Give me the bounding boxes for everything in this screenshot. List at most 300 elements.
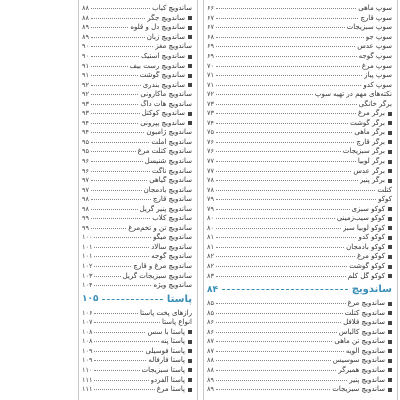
toc-entry[interactable]: [207, 176, 392, 186]
left-column: [82, 4, 192, 394]
toc-entry-label: ساندویچ کباب: [152, 4, 192, 13]
toc-entry[interactable]: [82, 214, 192, 224]
toc-entry[interactable]: [82, 271, 192, 281]
dot-leader: [94, 276, 120, 277]
toc-entry[interactable]: [207, 90, 392, 100]
toc-entry[interactable]: [207, 99, 392, 109]
toc-entry-page-number: ۱۰۱: [82, 242, 93, 251]
dot-leader: [216, 8, 356, 9]
square-bullet-icon: [388, 217, 392, 221]
section-page-number: ۱۰۵: [82, 294, 99, 305]
dot-leader: [91, 209, 138, 210]
toc-entry-label: سوپ پیاز: [364, 71, 392, 80]
toc-entry-label: کوکو گل کلم: [347, 271, 385, 280]
dot-leader: [91, 161, 143, 162]
square-bullet-icon: [388, 302, 392, 306]
square-bullet-icon: [388, 311, 392, 315]
toc-entry-page-number: ۶۷: [207, 13, 214, 22]
square-bullet-icon: [388, 359, 392, 363]
toc-entry[interactable]: [207, 23, 392, 33]
toc-entry[interactable]: [207, 166, 392, 176]
dot-leader: [216, 341, 332, 342]
dot-leader: [91, 37, 145, 38]
toc-entry-label: ساندویچ پپرونی: [140, 118, 185, 127]
dot-leader: [216, 46, 355, 47]
toc-entry[interactable]: [207, 195, 392, 205]
toc-entry-page-number: ۸۷: [207, 337, 214, 346]
toc-entry[interactable]: [207, 138, 392, 148]
square-bullet-icon: [188, 83, 192, 87]
toc-entry-page-number: ۷۷: [207, 166, 214, 175]
toc-entry[interactable]: [82, 176, 192, 186]
toc-entry[interactable]: [82, 80, 192, 90]
toc-entry-page-number: ۸۸: [82, 4, 89, 13]
toc-entry-page-number: ۹۹: [82, 214, 89, 223]
toc-entry-label: برگر ماهی: [354, 128, 385, 137]
toc-entry[interactable]: [82, 243, 192, 253]
section-title: پاستا: [166, 293, 192, 305]
toc-entry-label: ساندویچ گوجه: [151, 252, 192, 261]
toc-entry[interactable]: [82, 356, 192, 366]
section-rule: [222, 289, 348, 290]
toc-entry-page-number: ۱۰۹: [82, 346, 93, 355]
square-bullet-icon: [388, 140, 392, 144]
toc-entry[interactable]: [82, 347, 192, 357]
dot-leader: [216, 247, 344, 248]
toc-entry[interactable]: [207, 147, 392, 157]
toc-entry[interactable]: [82, 166, 192, 176]
toc-entry[interactable]: [82, 71, 192, 81]
square-bullet-icon: [388, 349, 392, 353]
square-bullet-icon: [188, 349, 192, 353]
dot-leader: [216, 27, 345, 28]
dot-leader: [91, 190, 142, 191]
toc-entry[interactable]: [207, 204, 392, 214]
toc-entry[interactable]: [82, 337, 192, 347]
toc-entry-label: برگر قارچ: [356, 137, 385, 146]
toc-entry[interactable]: [82, 90, 192, 100]
toc-entry-page-number: ۸۷: [207, 346, 214, 355]
toc-entry-page-number: ۷۱: [207, 80, 214, 89]
dot-leader: [91, 75, 138, 76]
toc-entry[interactable]: [207, 318, 392, 328]
square-bullet-icon: [388, 207, 392, 211]
toc-entry-label: ساندویچ کالباس: [338, 327, 385, 336]
toc-entry[interactable]: [82, 157, 192, 167]
toc-entry[interactable]: [207, 385, 392, 395]
dot-leader: [216, 360, 331, 361]
toc-entry-page-number: ۶۷: [207, 23, 214, 32]
left-entry-list-2: [82, 308, 192, 394]
toc-entry-label: ساندویچ تن ماهی: [334, 337, 385, 346]
toc-entry[interactable]: [82, 147, 192, 157]
toc-entry[interactable]: [207, 337, 392, 347]
toc-entry-page-number: ۹۰: [82, 52, 89, 60]
toc-entry-label: ساندویچ سالاد: [151, 242, 192, 251]
toc-entry-page-number: ۸۰: [207, 214, 214, 223]
dot-leader: [91, 85, 141, 86]
toc-entry-page-number: ۹۹: [82, 223, 89, 232]
toc-entry-label: پاستا سبزیجات: [141, 365, 185, 374]
right-column: [207, 4, 392, 394]
toc-entry[interactable]: [82, 385, 192, 395]
toc-entry-page-number: ۹۵: [82, 137, 89, 146]
toc-entry[interactable]: [82, 4, 192, 14]
toc-entry-page-number: ۹۴: [82, 128, 89, 137]
square-bullet-icon: [388, 388, 392, 392]
toc-entry[interactable]: [207, 157, 392, 167]
toc-entry-label: سوپ مرغ: [361, 61, 392, 70]
toc-entry-page-number: ۷۳: [207, 109, 214, 118]
toc-entry-page-number: ۸۵: [207, 299, 214, 308]
toc-entry[interactable]: [207, 128, 392, 138]
toc-entry[interactable]: [82, 328, 192, 338]
dot-leader: [216, 37, 364, 38]
toc-entry-label: ساندویچ مرغ و قارچ: [133, 262, 192, 271]
toc-entry-page-number: ۹۴: [82, 118, 89, 127]
toc-entry[interactable]: [82, 52, 192, 62]
section-rule: [102, 299, 162, 300]
toc-entry[interactable]: [82, 61, 192, 71]
toc-entry-label: ساندویچ کتلت مرغ: [137, 147, 192, 156]
dot-leader: [216, 322, 341, 323]
dot-leader: [91, 56, 139, 57]
dot-leader: [91, 104, 138, 105]
toc-entry-label: ساندویچ پنیر: [349, 375, 385, 384]
toc-entry-label: کوکو گوشت: [349, 262, 385, 271]
square-bullet-icon: [188, 388, 192, 392]
dot-leader: [94, 322, 159, 323]
dot-leader: [94, 237, 150, 238]
toc-entry-label: سوپ قارچ: [360, 13, 392, 22]
toc-entry-page-number: ۷۰: [207, 61, 214, 70]
dot-leader: [216, 276, 346, 277]
toc-entry-page-number: ۸۶: [207, 327, 214, 336]
dot-leader: [91, 180, 147, 181]
dot-leader: [216, 303, 346, 304]
toc-entry[interactable]: [82, 185, 192, 195]
dot-leader: [91, 66, 128, 67]
toc-entry[interactable]: [82, 318, 192, 328]
square-bullet-icon: [188, 26, 192, 30]
toc-entry-page-number: ۹۳: [82, 109, 89, 118]
toc-entry-label: پاستا آلفردو: [150, 375, 185, 384]
toc-entry[interactable]: [82, 308, 192, 318]
toc-entry-page-number: ۸۹: [207, 385, 214, 394]
toc-entry[interactable]: [207, 71, 392, 81]
toc-entry-label: ساندویچ کتلت: [344, 308, 385, 317]
dot-leader: [91, 218, 150, 219]
toc-entry-label: ساندویچ سبزیجات: [332, 385, 385, 394]
toc-entry-page-number: ۱۰۱: [82, 252, 93, 261]
toc-entry-page-number: ۸۲: [207, 262, 214, 271]
toc-entry[interactable]: [82, 128, 192, 138]
square-bullet-icon: [388, 378, 392, 382]
toc-entry-page-number: ۹۶: [82, 157, 89, 166]
toc-entry-page-number: ۱۰۳: [82, 271, 93, 280]
toc-entry[interactable]: [82, 138, 192, 148]
dot-leader: [94, 247, 149, 248]
toc-entry-label: ساندویچ پنیر گریل: [139, 204, 192, 213]
toc-entry-page-number: ۸۲: [207, 252, 214, 261]
toc-entry-label: کوکو: [378, 195, 392, 204]
dot-leader: [91, 132, 144, 133]
toc-entry-label: ساندویچ مغز: [155, 42, 192, 51]
toc-entry[interactable]: [82, 375, 192, 385]
toc-entry[interactable]: [82, 366, 192, 376]
toc-entry-label: کوکو سبزی: [351, 204, 385, 213]
dot-leader: [216, 18, 358, 19]
square-bullet-icon: [188, 378, 192, 382]
toc-entry-label: ساندویچ مرغ: [347, 299, 385, 308]
toc-entry-page-number: ۱۰۷: [82, 318, 93, 327]
toc-entry-label: رازهای پخت پاستا: [140, 308, 192, 317]
toc-entry-page-number: ۹۳: [82, 99, 89, 108]
toc-entry-page-number: ۱۱۱: [82, 375, 93, 384]
toc-entry-page-number: ۱۰۸: [82, 327, 93, 336]
toc-entry-label: برگر سبزیجات: [342, 147, 385, 156]
dot-leader: [91, 142, 149, 143]
toc-entry[interactable]: [207, 356, 392, 366]
square-bullet-icon: [188, 368, 192, 372]
dot-leader: [216, 237, 357, 238]
toc-entry-label: ساندویچ قارچ: [152, 195, 192, 204]
toc-entry-page-number: ۸۵: [207, 308, 214, 317]
dot-leader: [94, 360, 146, 361]
dot-leader: [94, 341, 158, 342]
dot-leader: [91, 123, 138, 124]
toc-entry-page-number: ۱۰۹: [82, 356, 93, 365]
toc-entry[interactable]: [207, 328, 392, 338]
toc-entry-page-number: ۶۸: [207, 32, 214, 41]
toc-entry-label: ساندویچ همبرگر: [338, 365, 385, 374]
square-bullet-icon: [388, 236, 392, 240]
toc-entry-page-number: ۱۱۰: [82, 365, 93, 374]
dot-leader: [91, 18, 145, 19]
dot-leader: [216, 228, 341, 229]
toc-entry-page-number: ۱۰۴: [82, 281, 93, 290]
section-page-number: ۸۴: [207, 284, 218, 295]
toc-entry-label: کوکو مرغ: [357, 252, 385, 261]
toc-entry[interactable]: [207, 347, 392, 357]
square-bullet-icon: [388, 321, 392, 325]
toc-entry[interactable]: [207, 375, 392, 385]
toc-entry-label: ساندویچ گوشت: [139, 71, 185, 80]
toc-entry-label: پاستا مرغ: [156, 385, 185, 394]
square-bullet-icon: [188, 35, 192, 39]
toc-entry[interactable]: [207, 42, 392, 52]
square-bullet-icon: [188, 16, 192, 20]
dot-leader: [91, 171, 150, 172]
toc-entry-page-number: ۸۹: [82, 32, 89, 41]
toc-entry-label: ساندویچ کوکتل: [141, 109, 185, 118]
dot-leader: [216, 151, 341, 152]
toc-entry[interactable]: [207, 271, 392, 281]
dot-leader: [91, 151, 136, 152]
toc-entry-label: انواع پاستا: [161, 318, 192, 327]
toc-entry-page-number: ۸۸: [207, 365, 214, 374]
toc-entry[interactable]: [82, 204, 192, 214]
toc-entry[interactable]: [82, 195, 192, 205]
dot-leader: [216, 389, 330, 390]
toc-entry[interactable]: [82, 14, 192, 24]
toc-entry-page-number: ۷۶: [207, 147, 214, 156]
square-bullet-icon: [388, 150, 392, 154]
toc-entry-label: ساندویچ میگو: [152, 233, 192, 242]
toc-entry-label: ساندویچ دل و قلوه: [130, 23, 185, 32]
toc-entry-label: کوکو لوبیا سبز: [342, 223, 385, 232]
toc-entry[interactable]: [82, 233, 192, 243]
dot-leader: [216, 218, 335, 219]
toc-entry[interactable]: [207, 80, 392, 90]
dot-leader: [216, 85, 361, 86]
dot-leader: [94, 332, 145, 333]
toc-entry-label: پاستا با سس: [147, 327, 185, 336]
toc-entry[interactable]: [207, 109, 392, 119]
toc-entry[interactable]: [207, 243, 392, 253]
toc-entry[interactable]: [82, 281, 192, 291]
toc-entry-page-number: ۷۵: [207, 128, 214, 137]
toc-entry[interactable]: [207, 233, 392, 243]
toc-entry[interactable]: [207, 224, 392, 234]
dot-leader: [94, 313, 138, 314]
toc-entry[interactable]: [207, 14, 392, 24]
toc-entry[interactable]: [82, 262, 192, 272]
square-bullet-icon: [388, 368, 392, 372]
dot-leader: [91, 113, 140, 114]
dot-leader: [216, 104, 357, 105]
toc-entry[interactable]: [207, 366, 392, 376]
toc-entry-page-number: ۸۸: [207, 356, 214, 365]
toc-entry-page-number: ۱۰۸: [82, 337, 93, 346]
toc-entry-page-number: ۹۸: [82, 204, 89, 213]
dot-leader: [94, 370, 139, 371]
toc-entry-page-number: ۸۹: [207, 375, 214, 384]
toc-entry[interactable]: [82, 109, 192, 119]
toc-entry[interactable]: [82, 99, 192, 109]
toc-entry-label: نکته‌های مهم در تهیه سوپ: [314, 90, 392, 99]
dot-leader: [216, 313, 343, 314]
dot-leader: [216, 123, 348, 124]
toc-entry-page-number: ۶۶: [207, 4, 214, 13]
square-bullet-icon: [188, 359, 192, 363]
toc-entry-label: ساندویچ بادمجان: [143, 185, 192, 194]
toc-entry[interactable]: [207, 299, 392, 309]
toc-entry-page-number: ۶۹: [207, 42, 214, 51]
toc-entry-page-number: ۷۴: [207, 118, 214, 127]
toc-entry[interactable]: [207, 33, 392, 43]
toc-entry-page-number: ۸۳: [207, 271, 214, 280]
toc-entry[interactable]: [207, 61, 392, 71]
toc-entry-page-number: ۷۱: [207, 71, 214, 80]
toc-entry[interactable]: [82, 119, 192, 129]
dot-leader: [91, 199, 151, 200]
toc-entry-label: ساندویچ بندری: [142, 80, 185, 89]
right-entry-list: [207, 4, 392, 281]
toc-entry-page-number: ۸۸: [82, 13, 89, 22]
toc-entry-label: ساندویچ ویژه: [153, 281, 192, 290]
square-bullet-icon: [388, 169, 392, 173]
square-bullet-icon: [388, 245, 392, 249]
toc-entry[interactable]: [207, 4, 392, 14]
toc-entry-label: ساندویچ ناگت: [152, 166, 192, 175]
section-heading-pasta[interactable]: [82, 292, 192, 306]
toc-entry-label: ساندویچ ماکارونی: [140, 90, 192, 99]
toc-entry-label: سوپ کدو: [363, 80, 392, 89]
toc-entry-page-number: ۷۸: [207, 185, 214, 194]
dot-leader: [216, 142, 354, 143]
toc-entry-page-number: ۷۶: [207, 137, 214, 146]
square-bullet-icon: [388, 226, 392, 230]
dot-leader: [216, 94, 313, 95]
dot-leader: [216, 380, 347, 381]
square-bullet-icon: [388, 265, 392, 269]
dot-leader: [216, 266, 347, 267]
toc-entry-label: ساندویچ جگر: [147, 13, 185, 22]
toc-entry-page-number: ۸۶: [207, 318, 214, 327]
toc-entry-label: برگر عدس: [353, 166, 385, 175]
square-bullet-icon: [388, 340, 392, 344]
dot-leader: [91, 94, 138, 95]
toc-entry-label: سوپ گوجه: [358, 52, 392, 60]
toc-entry-page-number: ۹۲: [82, 90, 89, 99]
toc-entry[interactable]: [207, 185, 392, 195]
dot-leader: [94, 266, 131, 267]
toc-entry-label: سوپ سبزیجات: [346, 23, 392, 32]
toc-entry-label: ساندویچ سبزیجات گریل: [122, 271, 192, 280]
square-bullet-icon: [388, 274, 392, 278]
toc-entry-label: پاستا فارفاله: [148, 356, 185, 365]
square-bullet-icon: [188, 340, 192, 344]
toc-entry-page-number: ۹۱: [82, 61, 89, 70]
toc-entry-label: ساندویچ زبان: [146, 32, 185, 41]
toc-entry-label: ساندویچ تن و تخم‌مرغ: [128, 223, 192, 232]
toc-entry-page-number: ۱۰۲: [82, 262, 93, 271]
square-bullet-icon: [388, 112, 392, 116]
dot-leader: [216, 180, 358, 181]
toc-entry[interactable]: [82, 252, 192, 262]
toc-entry-label: برگر خانگی: [358, 99, 392, 108]
toc-entry[interactable]: [82, 33, 192, 43]
toc-entry[interactable]: [82, 42, 192, 52]
toc-entry-page-number: ۱۱۱: [82, 385, 93, 394]
toc-entry-label: کوکو بادمجان: [346, 242, 385, 251]
toc-entry[interactable]: [207, 252, 392, 262]
toc-entry-page-number: ۷۸: [207, 176, 214, 185]
toc-entry-label: سوپ جو: [365, 32, 392, 41]
toc-entry-label: ساندویچ شنیسل: [144, 157, 192, 166]
toc-entry-label: ساندویچ الویه: [345, 346, 385, 355]
toc-entry-page-number: ۸۱: [207, 233, 214, 242]
toc-entry-page-number: ۷۹: [207, 204, 214, 213]
toc-entry[interactable]: [207, 52, 392, 62]
toc-entry[interactable]: [207, 119, 392, 129]
toc-entry[interactable]: [207, 214, 392, 224]
toc-entry-page-number: ۷۲: [207, 90, 214, 99]
section-heading-sandwich[interactable]: [207, 283, 392, 297]
toc-entry-label: ساندویچ گیاهی: [149, 176, 192, 185]
toc-entry-page-number: ۷۷: [207, 157, 214, 166]
square-bullet-icon: [388, 121, 392, 125]
toc-entry[interactable]: [207, 262, 392, 272]
toc-entry-page-number: ۸۰: [207, 223, 214, 232]
dot-leader: [94, 256, 149, 257]
toc-entry-page-number: ۸۱: [207, 242, 214, 251]
toc-entry[interactable]: [82, 23, 192, 33]
toc-entry[interactable]: [82, 224, 192, 234]
toc-entry[interactable]: [207, 308, 392, 318]
toc-entry-page-number: ۱۰۶: [82, 308, 93, 317]
